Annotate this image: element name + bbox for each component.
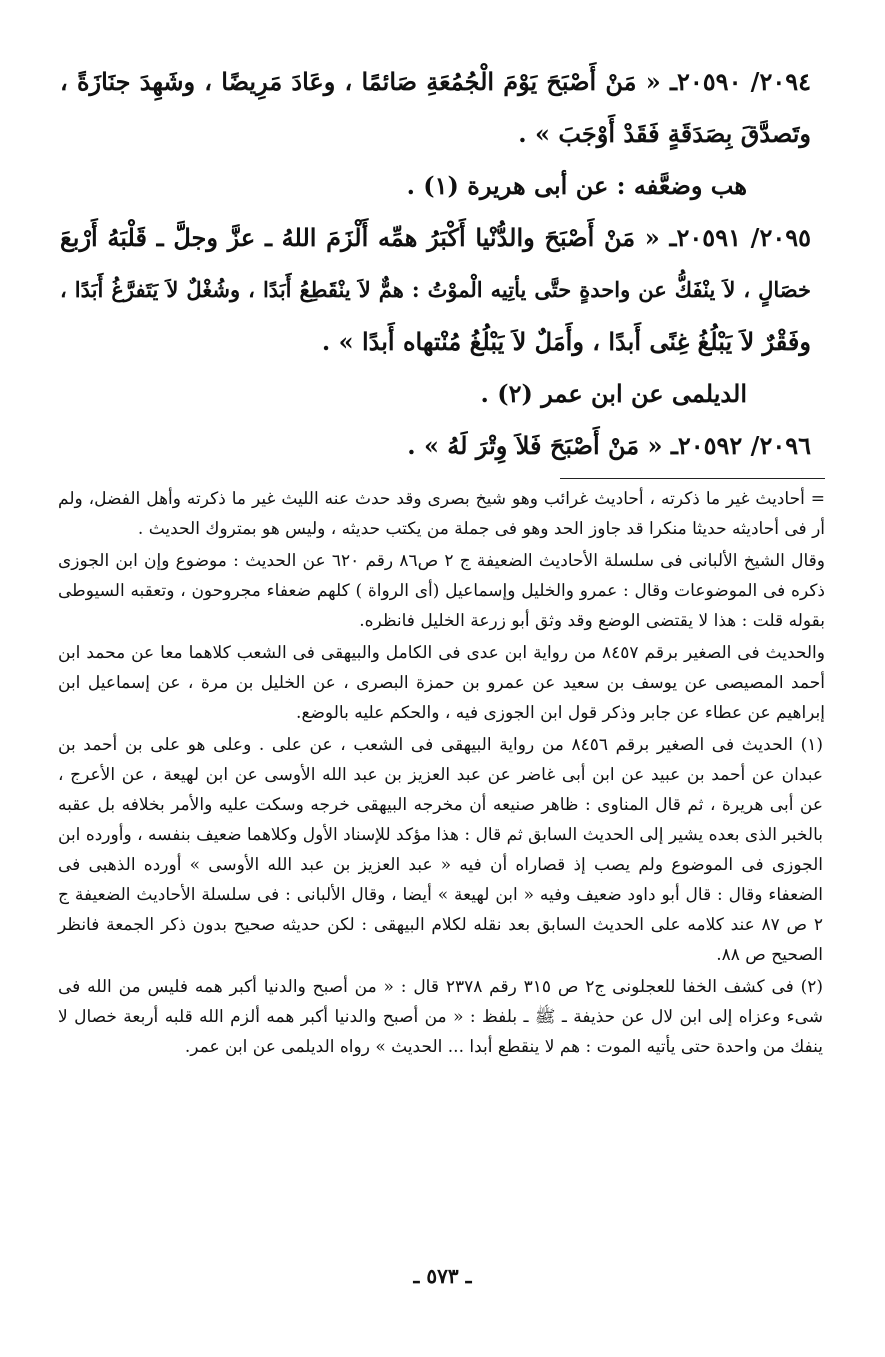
hadith-2095-line-1: ٢٠٩٥/ ٢٠٥٩١ـ « مَنْ أَصْبَحَ والدُّنْيا أَكْبَرُ همِّه أَلْزَمَ اللهُ ـ عزَّ وجلَّ ـ قَلْبَهُ أَرْبعَ: [60, 223, 812, 252]
hadith-2094-line-2: وتَصدَّقَ بِصَدَقَةٍ فَقَدْ أَوْجَبَ » .: [518, 119, 811, 148]
footnote-2: (٢) فى كشف الخفا للعجلونى ج٢ ص ٣١٥ رقم ٢٣٧٨ قال : « من أصبح والدنيا أكبر همه فليس من الله فى شىء وعزاه إلى ابن لال عن حذيفة ـ ﷺ ـ بلفظ : « من أصبح والدنيا أكبر همه ألزم الله قلبه أربعة خصال لا ينفك من واحدة حتى يأتيه الموت : هم لا ينقطع أبدا ... الحديث » رواه الديلمى عن ابن عمر.: [58, 977, 823, 1057]
hadith-2095-source: الديلمى عن ابن عمر (٢) .: [480, 379, 747, 408]
hadith-2094-line-1: ٢٠٩٤/ ٢٠٥٩٠ـ « مَنْ أَصْبَحَ يَوْمَ الْجُمُعَةِ صَائمًا ، وعَادَ مَرِيضًا ، وشَهِدَ جنَازَةً ،: [60, 67, 811, 96]
footnote-saghir-note: والحديث فى الصغير برقم ٨٤٥٧ من رواية ابن عدى فى الكامل والبيهقى فى الشعب كلاهما معا عن محمد ابن أحمد المصيصى عن يوسف بن سعيد عن عمرو بن حمزة البصرى ، عن الخليل بن مرة ، عن إسماعيل ابن إبراهيم عن عطاء عن جابر وذكر قول ابن الجوزى فيه ، والحكم عليه بالوضع.: [58, 643, 825, 723]
footnote-1: (١) الحديث فى الصغير برقم ٨٤٥٦ من رواية البيهقى فى الشعب ، عن على . وعلى هو على بن أحمد بن عبدان عن أحمد بن عبيد عن ابن أبى غاضر عن عبد العزيز بن عبد الله الأوسى عن ابن لهيعة ، عن الأعرج ، عن أبى هريرة ، ثم قال المناوى : ظاهر صنيعه أن مخرجه البيهقى خرجه وسكت عليه والأمر بخلافه بل عقبه بالخبر الذى بعده يشير إلى الحديث السابق ثم قال : هذا مؤكد للإسناد الأول وكلاهما ضعيف بنفسه ، وأورده ابن الجوزى فى الموضوع ولم يصب إذ قصاراه أن فيه « عبد العزيز بن عبد الله الأوسى » أورده الذهبى فى الضعفاء وقال : قال أبو داود ضعيف وفيه « ابن لهيعة » أيضا ، وقال الألبانى : فى سلسلة الأحاديث الضعيفة ج ٢ ص ٨٧ عند كلامه على الحديث السابق بعد نقله لكلام البيهقى : لكن حديثه صحيح بدون ذكر الجمعة فانظر الصحيح ص ٨٨.: [58, 735, 823, 965]
page-number: ـ ٥٧٣ ـ: [413, 1264, 472, 1288]
hadith-2094-source: هب وضعَّفه : عن أبى هريرة (١) .: [406, 171, 747, 200]
footnote-separator: [560, 478, 825, 479]
footnote-continuation: = أحاديث غير ما ذكرته ، أحاديث غرائب وهو شيخ بصرى وقد حدث عنه الليث غير ما ذكرته وأهل الفضل، ولم أر فى أحاديثه حديثا منكرا قد جاوز الحد وهو فى جملة من يكتب حديثه ، وليس هو بمتروك الحديث .: [58, 489, 825, 539]
footnotes-block: [58, 484, 825, 1064]
hadith-2096-line-1: ٢٠٩٦/ ٢٠٥٩٢ـ « مَنْ أَصْبَحَ فَلاَ وِتْرَ لَهُ » .: [407, 431, 811, 460]
hadith-2095-line-2: خصَالٍ ، لاَ ينْفَكُّ عن واحدةٍ حتَّى يأتِيه الْموْتُ : همٌّ لاَ ينْقَطِعُ أَبَدًا ، وشُغْلٌ لاَ يَتَفرَّغُ أَبَدًا ،: [60, 277, 811, 302]
main-text-block: [60, 56, 811, 472]
footnote-albani-note: وقال الشيخ الألبانى فى سلسلة الأحاديث الضعيفة ج ٢ ص٨٦ رقم ٦٢٠ عن الحديث : موضوع وإن ابن الجوزى ذكره فى الموضوعات وقال : عمرو والخليل وإسماعيل (أى الرواة ) كلهم ضعفاء مجروحون ، وتعقبه السيوطى بقوله قلت : هذا لا يقتضى الوضع وقد وثق أبو زرعة الخليل فانظره.: [58, 551, 825, 631]
hadith-2095-line-3: وفَقْرٌ لاَ يَبْلُغُ غِنًى أَبدًا ، وأَمَلٌ لاَ يَبْلُغُ مُنْتهاه أَبدًا » .: [321, 327, 811, 356]
